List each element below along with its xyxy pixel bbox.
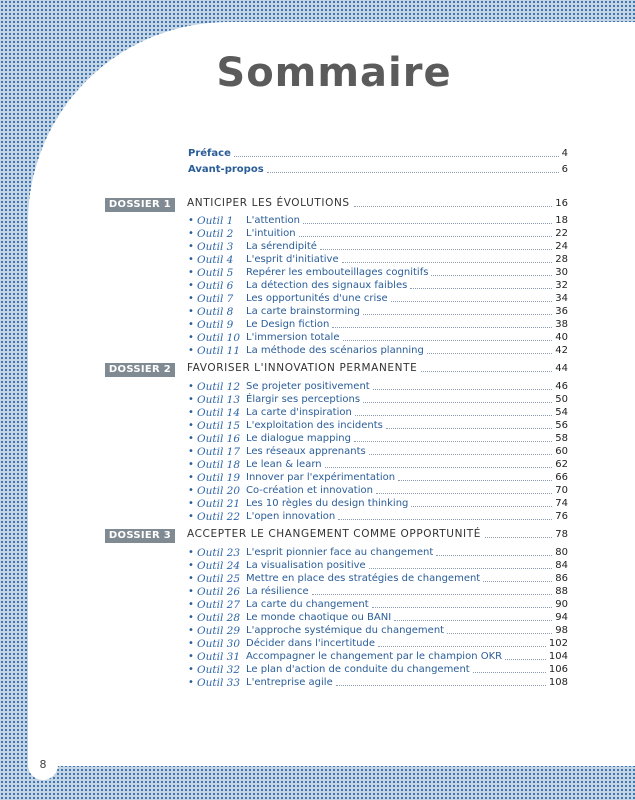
- entry-label: La résilience: [246, 586, 309, 597]
- entry-label: L'esprit pionnier face au changement: [246, 547, 434, 558]
- toc-entry-preface[interactable]: [188, 148, 568, 160]
- bullet-icon: •: [188, 241, 194, 252]
- dot-leader: [376, 493, 552, 494]
- entry-label: Le lean & learn: [246, 459, 322, 470]
- entry-label: La carte d'inspiration: [246, 407, 352, 418]
- bullet-icon: •: [188, 586, 194, 597]
- dot-leader: [342, 262, 553, 263]
- entry-label: Accompagner le changement par le champion OKR: [246, 651, 503, 662]
- toc-entry-tool[interactable]: [188, 650, 568, 663]
- entry-label: Mettre en place des stratégies de changement: [246, 573, 481, 584]
- outil-number: Outil 29: [197, 625, 241, 637]
- dossier-badge: DOSSIER 1: [105, 198, 175, 212]
- outil-number: Outil 21: [197, 498, 241, 510]
- dossier-title: ACCEPTER LE CHANGEMENT COMME OPPORTUNITÉ: [187, 528, 481, 540]
- outil-number: Outil 30: [197, 638, 241, 650]
- dot-leader: [354, 441, 552, 442]
- dot-leader: [373, 389, 553, 390]
- entry-page: 84: [555, 560, 568, 571]
- toc-entry-tool[interactable]: [188, 266, 568, 279]
- outil-number: Outil 25: [197, 573, 241, 585]
- bullet-icon: •: [188, 407, 194, 418]
- entry-page: 80: [555, 547, 568, 558]
- entry-label: La visualisation positive: [246, 560, 366, 571]
- bullet-icon: •: [188, 498, 194, 509]
- bullet-icon: •: [188, 228, 194, 239]
- toc-entry-tool[interactable]: [188, 471, 568, 484]
- entry-label: Décider dans l'incertitude: [246, 638, 375, 649]
- entry-page: 40: [555, 332, 568, 343]
- dot-leader: [338, 519, 552, 520]
- entry-label: L'intuition: [246, 228, 296, 239]
- entry-page: 46: [555, 381, 568, 392]
- dossier-heading[interactable]: [187, 197, 568, 210]
- dot-leader: [436, 555, 552, 556]
- entry-label: Repérer les embouteillages cognitifs: [246, 267, 429, 278]
- bullet-icon: •: [188, 446, 194, 457]
- toc-entry-tool[interactable]: [188, 598, 568, 611]
- entry-label: Les 10 règles du design thinking: [246, 498, 409, 509]
- toc-entry-tool[interactable]: [188, 445, 568, 458]
- outil-number: Outil 23: [197, 547, 241, 559]
- entry-label: Le dialogue mapping: [246, 433, 351, 444]
- entry-page: 22: [555, 228, 568, 239]
- entry-page: 24: [555, 241, 568, 252]
- dot-leader: [398, 480, 552, 481]
- dossier-page: 44: [555, 363, 568, 374]
- bullet-icon: •: [188, 459, 194, 470]
- outil-number: Outil 15: [197, 420, 241, 432]
- entry-page: 42: [555, 345, 568, 356]
- outil-number: Outil 3: [197, 241, 234, 253]
- dot-leader: [234, 156, 559, 157]
- dossier-heading[interactable]: [187, 528, 568, 541]
- dot-leader: [267, 172, 559, 173]
- toc-entry-tool[interactable]: [188, 663, 568, 676]
- entry-label: L'approche systémique du changement: [246, 625, 445, 636]
- outil-number: Outil 6: [197, 280, 234, 292]
- entry-label: L'esprit d'initiative: [246, 254, 339, 265]
- entry-page: 30: [555, 267, 568, 278]
- entry-page: 98: [555, 625, 568, 636]
- entry-page: 60: [555, 446, 568, 457]
- outil-number: Outil 4: [197, 254, 234, 266]
- toc-entry-tool[interactable]: [188, 227, 568, 240]
- dot-leader: [299, 236, 553, 237]
- bullet-icon: •: [188, 599, 194, 610]
- dot-leader: [505, 659, 546, 660]
- bullet-icon: •: [188, 612, 194, 623]
- entry-label: L'entreprise agile: [246, 677, 333, 688]
- bullet-icon: •: [188, 472, 194, 483]
- bullet-icon: •: [188, 547, 194, 558]
- dot-leader: [363, 402, 552, 403]
- dot-leader: [410, 288, 552, 289]
- outil-number: Outil 14: [197, 407, 241, 419]
- outil-number: Outil 26: [197, 586, 241, 598]
- toc-entry-tool[interactable]: [188, 305, 568, 318]
- entry-label: L'exploitation des incidents: [246, 420, 383, 431]
- entry-label: La carte brainstorming: [246, 306, 360, 317]
- toc-entry-tool[interactable]: [188, 292, 568, 305]
- entry-page: 62: [555, 459, 568, 470]
- outil-number: Outil 19: [197, 472, 241, 484]
- dot-leader: [369, 454, 553, 455]
- toc-entry-tool[interactable]: [188, 380, 568, 393]
- dot-leader: [485, 537, 552, 538]
- bullet-icon: •: [188, 638, 194, 649]
- dot-leader: [427, 353, 552, 354]
- outil-number: Outil 11: [197, 345, 241, 357]
- entry-label: Innover par l'expérimentation: [246, 472, 396, 483]
- outil-number: Outil 5: [197, 267, 234, 279]
- bullet-icon: •: [188, 293, 194, 304]
- toc-entry-tool[interactable]: [188, 419, 568, 432]
- outil-number: Outil 32: [197, 664, 241, 676]
- toc-entry-tool[interactable]: [188, 572, 568, 585]
- outil-number: Outil 28: [197, 612, 241, 624]
- dot-leader: [447, 633, 552, 634]
- entry-page: 74: [555, 498, 568, 509]
- dot-leader: [483, 581, 552, 582]
- outil-number: Outil 10: [197, 332, 241, 344]
- bullet-icon: •: [188, 677, 194, 688]
- toc-entry-tool[interactable]: [188, 253, 568, 266]
- toc-entry-avant-propos[interactable]: [188, 164, 568, 176]
- bullet-icon: •: [188, 625, 194, 636]
- entry-page: 88: [555, 586, 568, 597]
- outil-number: Outil 8: [197, 306, 234, 318]
- entry-page: 76: [555, 511, 568, 522]
- toc-entry-tool[interactable]: [188, 240, 568, 253]
- bullet-icon: •: [188, 280, 194, 291]
- entry-label: Le Design fiction: [246, 319, 330, 330]
- entry-label: Co-création et innovation: [246, 485, 373, 496]
- toc-entry-tool[interactable]: [188, 214, 568, 227]
- entry-label: Avant-propos: [188, 164, 264, 175]
- entry-page: 108: [548, 677, 568, 688]
- bullet-icon: •: [188, 560, 194, 571]
- entry-label: Se projeter positivement: [246, 381, 370, 392]
- outil-number: Outil 24: [197, 560, 241, 572]
- bullet-icon: •: [188, 267, 194, 278]
- entry-label: La détection des signaux faibles: [246, 280, 408, 291]
- bullet-icon: •: [188, 381, 194, 392]
- entry-label: La méthode des scénarios planning: [246, 345, 424, 356]
- entry-label: Les réseaux apprenants: [246, 446, 366, 457]
- dot-leader: [320, 249, 552, 250]
- toc-entry-tool[interactable]: [188, 331, 568, 344]
- toc-entry-tool[interactable]: [188, 458, 568, 471]
- outil-number: Outil 16: [197, 433, 241, 445]
- entry-page: 6: [561, 164, 568, 175]
- dossier-page: 16: [555, 198, 568, 209]
- entry-page: 104: [548, 651, 568, 662]
- dot-leader: [372, 607, 553, 608]
- dossier-page: 78: [555, 529, 568, 540]
- entry-label: L'open innovation: [246, 511, 336, 522]
- entry-page: 86: [555, 573, 568, 584]
- outil-number: Outil 20: [197, 485, 241, 497]
- entry-page: 36: [555, 306, 568, 317]
- dot-leader: [312, 594, 553, 595]
- entry-label: L'attention: [246, 215, 300, 226]
- entry-page: 58: [555, 433, 568, 444]
- dot-leader: [431, 275, 552, 276]
- toc-entry-tool[interactable]: [188, 637, 568, 650]
- dot-leader: [369, 568, 553, 569]
- dot-leader: [325, 467, 553, 468]
- dot-leader: [411, 506, 552, 507]
- bullet-icon: •: [188, 332, 194, 343]
- entry-label: Préface: [188, 148, 231, 159]
- entry-label: Le plan d'action de conduite du changement: [246, 664, 470, 675]
- entry-page: 56: [555, 420, 568, 431]
- dot-leader: [363, 314, 552, 315]
- dot-leader: [386, 428, 552, 429]
- entry-label: L'immersion totale: [246, 332, 340, 343]
- toc-entry-tool[interactable]: [188, 318, 568, 331]
- entry-page: 28: [555, 254, 568, 265]
- dot-leader: [343, 340, 553, 341]
- toc-entry-tool[interactable]: [188, 510, 568, 523]
- dossier-badge: DOSSIER 3: [105, 529, 175, 543]
- toc-entry-tool[interactable]: [188, 624, 568, 637]
- entry-label: Le monde chaotique ou BANI: [246, 612, 392, 623]
- entry-page: 94: [555, 612, 568, 623]
- outil-number: Outil 7: [197, 293, 234, 305]
- bullet-icon: •: [188, 215, 194, 226]
- toc-entry-tool[interactable]: [188, 559, 568, 572]
- outil-number: Outil 12: [197, 381, 241, 393]
- entry-page: 32: [555, 280, 568, 291]
- entry-label: La carte du changement: [246, 599, 369, 610]
- toc-entry-tool[interactable]: [188, 393, 568, 406]
- entry-page: 102: [548, 638, 568, 649]
- dot-leader: [354, 206, 553, 207]
- entry-page: 18: [555, 215, 568, 226]
- dot-leader: [336, 685, 546, 686]
- outil-number: Outil 18: [197, 459, 241, 471]
- outil-number: Outil 22: [197, 511, 241, 523]
- dot-leader: [355, 415, 552, 416]
- page-title: Sommaire: [216, 50, 452, 96]
- outil-number: Outil 33: [197, 677, 241, 689]
- bullet-icon: •: [188, 573, 194, 584]
- outil-number: Outil 31: [197, 651, 241, 663]
- toc-entry-tool[interactable]: [188, 497, 568, 510]
- bullet-icon: •: [188, 306, 194, 317]
- entry-page: 54: [555, 407, 568, 418]
- bullet-icon: •: [188, 651, 194, 662]
- toc-entry-tool[interactable]: [188, 484, 568, 497]
- toc-entry-tool[interactable]: [188, 611, 568, 624]
- outil-number: Outil 9: [197, 319, 234, 331]
- dossier-title: ANTICIPER LES ÉVOLUTIONS: [187, 197, 350, 209]
- dot-leader: [303, 223, 552, 224]
- toc-entry-tool[interactable]: [188, 344, 568, 357]
- outil-number: Outil 27: [197, 599, 241, 611]
- entry-page: 66: [555, 472, 568, 483]
- outil-number: Outil 2: [197, 228, 234, 240]
- entry-label: Élargir ses perceptions: [246, 394, 361, 405]
- dot-leader: [378, 646, 546, 647]
- dot-leader: [332, 327, 552, 328]
- toc-entry-tool[interactable]: [188, 432, 568, 445]
- bullet-icon: •: [188, 511, 194, 522]
- toc-entry-tool[interactable]: [188, 585, 568, 598]
- entry-page: 4: [561, 148, 568, 159]
- dot-leader: [421, 371, 552, 372]
- entry-page: 38: [555, 319, 568, 330]
- toc-entry-tool[interactable]: [188, 546, 568, 559]
- toc-entry-tool[interactable]: [188, 676, 568, 689]
- page-number: 8: [28, 750, 58, 780]
- bullet-icon: •: [188, 433, 194, 444]
- dot-leader: [394, 620, 552, 621]
- dossier-badge: DOSSIER 2: [105, 363, 175, 377]
- dot-leader: [391, 301, 553, 302]
- dossier-title: FAVORISER L'INNOVATION PERMANENTE: [187, 362, 418, 374]
- bullet-icon: •: [188, 420, 194, 431]
- bullet-icon: •: [188, 394, 194, 405]
- bullet-icon: •: [188, 345, 194, 356]
- outil-number: Outil 13: [197, 394, 241, 406]
- bullet-icon: •: [188, 664, 194, 675]
- entry-page: 70: [555, 485, 568, 496]
- entry-label: La sérendipité: [246, 241, 317, 252]
- dot-leader: [473, 672, 546, 673]
- entry-page: 90: [555, 599, 568, 610]
- toc-entry-tool[interactable]: [188, 406, 568, 419]
- entry-page: 50: [555, 394, 568, 405]
- dossier-heading[interactable]: [187, 362, 568, 375]
- entry-label: Les opportunités d'une crise: [246, 293, 388, 304]
- bullet-icon: •: [188, 254, 194, 265]
- outil-number: Outil 1: [197, 215, 234, 227]
- outil-number: Outil 17: [197, 446, 241, 458]
- entry-page: 34: [555, 293, 568, 304]
- entry-page: 106: [548, 664, 568, 675]
- bullet-icon: •: [188, 319, 194, 330]
- bullet-icon: •: [188, 485, 194, 496]
- toc-entry-tool[interactable]: [188, 279, 568, 292]
